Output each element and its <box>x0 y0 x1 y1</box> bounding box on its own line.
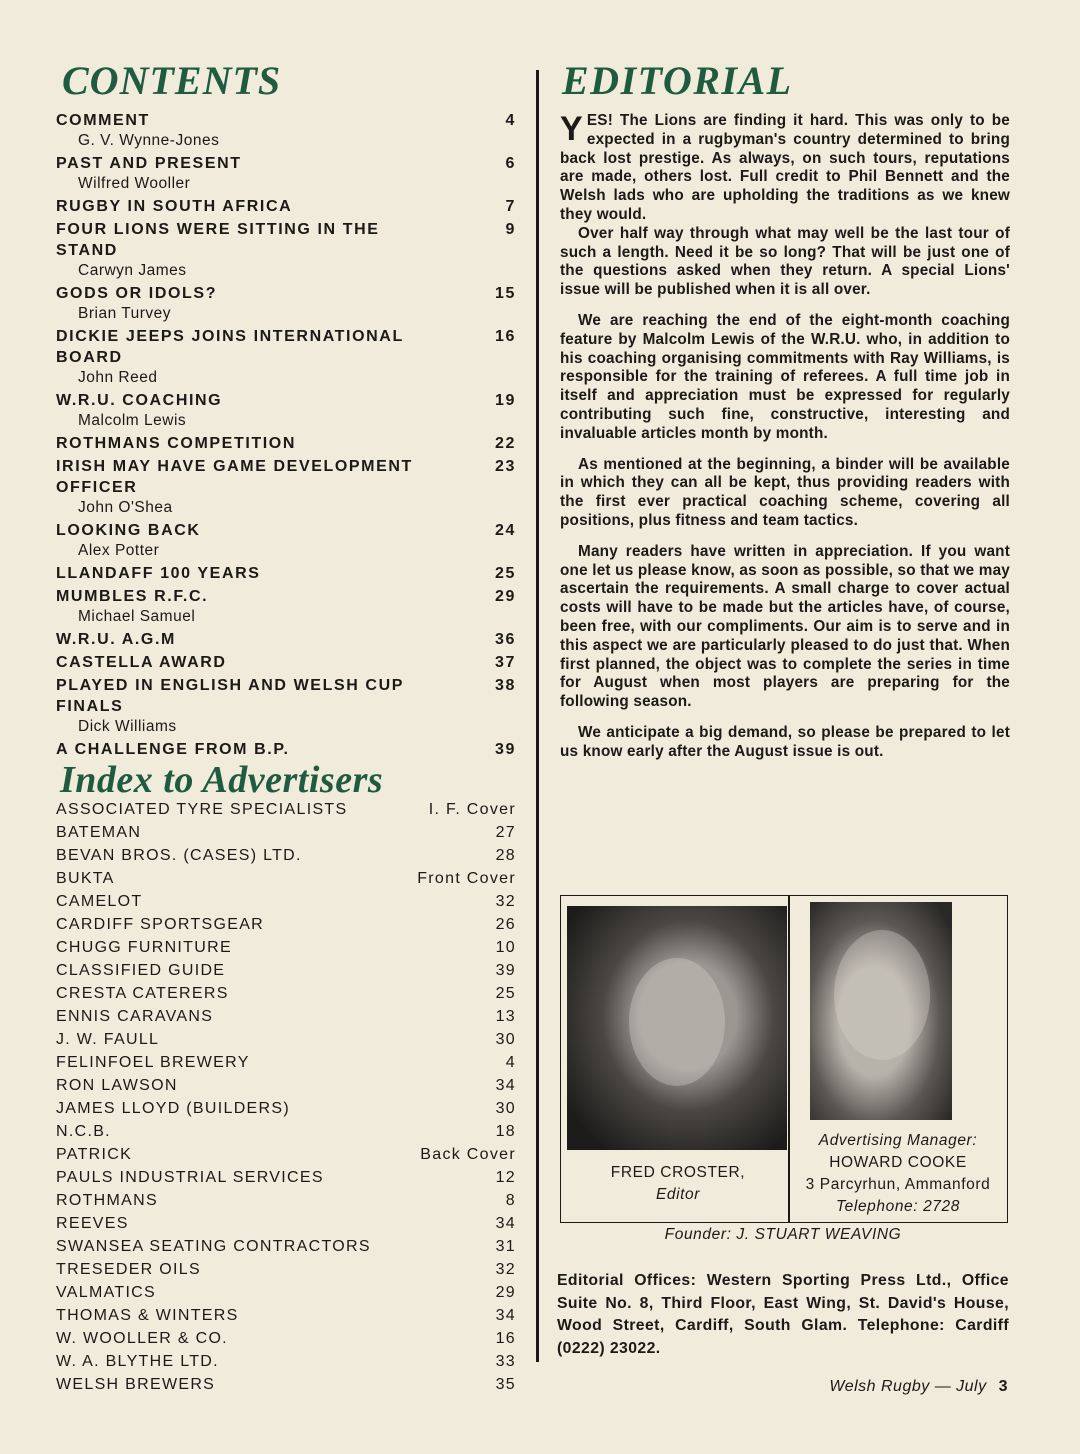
advertising-manager-caption <box>793 1130 1003 1218</box>
contents-item-author: Carwyn James <box>78 262 187 279</box>
advertiser-item <box>56 844 516 867</box>
advertiser-name: ENNIS CARAVANS <box>56 1008 214 1025</box>
advertiser-page: 10 <box>495 939 516 956</box>
advertiser-name: W. WOOLLER & CO. <box>56 1330 228 1347</box>
index-heading: Index to Advertisers <box>60 759 384 801</box>
advertiser-name: WELSH BREWERS <box>56 1376 216 1393</box>
photo-box-divider <box>788 896 790 1222</box>
advertiser-name: SWANSEA SEATING CONTRACTORS <box>56 1238 371 1255</box>
advertiser-name: RON LAWSON <box>56 1077 178 1094</box>
column-divider <box>536 70 539 1362</box>
advertiser-page: 29 <box>495 1284 516 1301</box>
advertiser-item <box>56 1373 516 1396</box>
advertiser-item <box>56 1143 516 1166</box>
advertiser-name: FELINFOEL BREWERY <box>56 1054 250 1071</box>
contents-item-title: MUMBLES R.F.C. <box>56 588 209 605</box>
advertiser-page: 26 <box>495 916 516 933</box>
advertiser-name: TRESEDER OILS <box>56 1261 201 1278</box>
contents-item-page: 38 <box>495 677 516 694</box>
contents-item-page: 4 <box>505 112 516 129</box>
editor-name: FRED CROSTER, <box>610 1164 746 1181</box>
advertiser-page: 13 <box>495 1008 516 1025</box>
magazine-issue: Welsh Rugby — July <box>829 1378 987 1395</box>
advertiser-item <box>56 1166 516 1189</box>
advertiser-item <box>56 1028 516 1051</box>
advertiser-name: N.C.B. <box>56 1123 111 1140</box>
contents-item <box>56 283 516 324</box>
advertiser-name: REEVES <box>56 1215 129 1232</box>
contents-item-author: Wilfred Wooller <box>78 175 191 192</box>
contents-item-author: Alex Potter <box>78 542 160 559</box>
advertiser-page: 27 <box>495 824 516 841</box>
advertiser-page: 8 <box>505 1192 516 1209</box>
contents-heading: CONTENTS <box>62 58 282 103</box>
editorial-paragraph-4: Many readers have written in appreciation. If you want one let us please know, as soon as possible, so that we may ascertain the requirements. A small charge to cover actual costs will have to be made but the articles have, of course, been free, with our compliments. Our aim is to serve and in this aspect we are particularly pleased to do just that. When first planned, the object was to complete the series in time for August when most players are preparing for the following season. <box>560 542 1010 711</box>
editor-role: Editor <box>655 1186 701 1203</box>
contents-item-page: 9 <box>505 221 516 238</box>
contents-item-title: GODS OR IDOLS? <box>56 285 218 302</box>
advertiser-page: 31 <box>495 1238 516 1255</box>
advertiser-item <box>56 1097 516 1120</box>
contents-item-page: 25 <box>495 565 516 582</box>
contents-item-page: 16 <box>495 328 516 345</box>
advertiser-page: 35 <box>495 1376 516 1393</box>
contents-list <box>56 110 516 760</box>
contents-item <box>56 675 516 737</box>
editorial-offices: Editorial Offices: Western Sporting Press Ltd., Office Suite No. 8, Third Floor, East Wing, St. David's House, Wood Street, Cardiff, South Glam. Telephone: Cardiff (0222) 23022. <box>557 1272 1009 1357</box>
ad-manager-address: 3 Parcyrhun, Ammanford <box>805 1176 991 1193</box>
advertiser-name: CAMELOT <box>56 893 143 910</box>
contents-item-author: G. V. Wynne-Jones <box>78 132 220 149</box>
advertiser-page: 32 <box>495 1261 516 1278</box>
contents-item <box>56 433 516 454</box>
contents-item-author: Malcolm Lewis <box>78 412 187 429</box>
advertiser-page: 30 <box>495 1100 516 1117</box>
advertiser-name: VALMATICS <box>56 1284 157 1301</box>
editorial-heading: EDITORIAL <box>562 58 793 103</box>
contents-item-title: PAST AND PRESENT <box>56 155 242 172</box>
contents-item <box>56 219 516 281</box>
contents-item <box>56 153 516 194</box>
contents-item <box>56 456 516 518</box>
contents-item <box>56 196 516 217</box>
contents-item-page: 36 <box>495 631 516 648</box>
advertiser-item <box>56 1005 516 1028</box>
editor-caption <box>571 1162 785 1206</box>
contents-item <box>56 739 516 760</box>
advertiser-item <box>56 982 516 1005</box>
advertiser-page: Front Cover <box>417 870 516 887</box>
contents-item <box>56 110 516 151</box>
advertiser-name: ROTHMANS <box>56 1192 158 1209</box>
ad-manager-role: Advertising Manager: <box>818 1132 978 1149</box>
advertiser-item <box>56 1304 516 1327</box>
advertiser-item <box>56 1212 516 1235</box>
advertiser-page: 34 <box>495 1215 516 1232</box>
advertiser-page: 34 <box>495 1077 516 1094</box>
editorial-paragraph-5: We anticipate a big demand, so please be prepared to let us know early after the August issue is out. <box>560 723 1010 760</box>
advertiser-item <box>56 798 516 821</box>
contents-item-title: W.R.U. A.G.M <box>56 631 176 648</box>
editor-photo <box>567 906 787 1150</box>
advertiser-item <box>56 936 516 959</box>
contents-item-author: Michael Samuel <box>78 608 196 625</box>
contents-item-title: A CHALLENGE FROM B.P. <box>56 741 290 758</box>
advertiser-name: BEVAN BROS. (CASES) LTD. <box>56 847 302 864</box>
contents-item-title: RUGBY IN SOUTH AFRICA <box>56 198 293 215</box>
advertiser-item <box>56 821 516 844</box>
contents-item-title: LLANDAFF 100 YEARS <box>56 565 261 582</box>
advertiser-item <box>56 890 516 913</box>
advertiser-name: BUKTA <box>56 870 115 887</box>
advertiser-page: 32 <box>495 893 516 910</box>
left-column <box>56 58 516 1396</box>
advertiser-name: W. A. BLYTHE LTD. <box>56 1353 219 1370</box>
advertiser-name: BATEMAN <box>56 824 142 841</box>
contents-item <box>56 652 516 673</box>
advertiser-name: JAMES LLOYD (BUILDERS) <box>56 1100 290 1117</box>
advertiser-item <box>56 959 516 982</box>
advertiser-page: 34 <box>495 1307 516 1324</box>
contents-item-title: W.R.U. COACHING <box>56 392 223 409</box>
contents-item-author: Dick Williams <box>78 718 177 735</box>
advertiser-page: 16 <box>495 1330 516 1347</box>
ad-manager-name: HOWARD COOKE <box>829 1154 967 1171</box>
advertiser-page: 33 <box>495 1353 516 1370</box>
contents-item-title: FOUR LIONS WERE SITTING IN THE STAND <box>56 221 380 259</box>
founder-credit: Founder: J. STUART WEAVING <box>664 1226 902 1243</box>
page-number: 3 <box>998 1378 1008 1395</box>
editorial-paragraph-2: We are reaching the end of the eight-month coaching feature by Malcolm Lewis of the W.R.U. who, in addition to his coaching organising commitments with Ray Williams, is responsible for the training of referees. A full time job in itself and appreciation must be expressed for regularly contributing such fine, constructive, interesting and invaluable articles month by month. <box>560 311 1010 442</box>
drop-cap: Y <box>560 110 583 148</box>
advertiser-name: CRESTA CATERERS <box>56 985 229 1002</box>
contents-item-page: 6 <box>505 155 516 172</box>
advertiser-name: J. W. FAULL <box>56 1031 160 1048</box>
contents-item <box>56 520 516 561</box>
contents-item-title: ROTHMANS COMPETITION <box>56 435 296 452</box>
advertiser-list <box>56 798 516 1396</box>
ad-manager-phone: Telephone: 2728 <box>836 1198 960 1215</box>
advertiser-page: Back Cover <box>420 1146 516 1163</box>
contents-item-page: 39 <box>495 741 516 758</box>
contents-item-author: John O'Shea <box>78 499 173 516</box>
advertiser-page: I. F. Cover <box>428 801 516 818</box>
advertiser-item <box>56 1235 516 1258</box>
advertiser-name: PAULS INDUSTRIAL SERVICES <box>56 1169 324 1186</box>
advertiser-item <box>56 1350 516 1373</box>
contents-item-page: 37 <box>495 654 516 671</box>
advertiser-item <box>56 1327 516 1350</box>
contents-item-title: LOOKING BACK <box>56 522 201 539</box>
contents-item-page: 7 <box>505 198 516 215</box>
advertiser-name: CHUGG FURNITURE <box>56 939 232 956</box>
contents-item-author: John Reed <box>78 369 158 386</box>
advertiser-name: THOMAS & WINTERS <box>56 1307 239 1324</box>
advertiser-name: CLASSIFIED GUIDE <box>56 962 226 979</box>
contents-item-page: 19 <box>495 392 516 409</box>
advertiser-item <box>56 1120 516 1143</box>
editorial-paragraph-1b: Over half way through what may well be the last tour of such a length. Need it be so long? That will be just one of the questions asked when they return. A special Lions' issue will be published when it is all over. <box>560 224 1010 299</box>
contents-item-title: PLAYED IN ENGLISH AND WELSH CUP FINALS <box>56 677 404 715</box>
contents-item-page: 15 <box>495 285 516 302</box>
advertiser-item <box>56 1258 516 1281</box>
contents-item-author: Brian Turvey <box>78 305 172 322</box>
advertiser-name: PATRICK <box>56 1146 133 1163</box>
contents-item-page: 29 <box>495 588 516 605</box>
contents-item-page: 22 <box>495 435 516 452</box>
advertiser-item <box>56 867 516 890</box>
contents-item-title: IRISH MAY HAVE GAME DEVELOPMENT OFFICER <box>56 458 413 496</box>
contents-item <box>56 586 516 627</box>
advertiser-page: 4 <box>505 1054 516 1071</box>
right-column <box>560 58 1010 774</box>
advertiser-page: 18 <box>495 1123 516 1140</box>
advertiser-item <box>56 1281 516 1304</box>
advertiser-item <box>56 1051 516 1074</box>
advertiser-item <box>56 1189 516 1212</box>
advertiser-item <box>56 913 516 936</box>
contents-item <box>56 629 516 650</box>
page-footer <box>829 1378 1008 1396</box>
advertiser-name: ASSOCIATED TYRE SPECIALISTS <box>56 801 348 818</box>
advertiser-page: 28 <box>495 847 516 864</box>
staff-photo-box <box>560 895 1008 1223</box>
advertiser-page: 39 <box>495 962 516 979</box>
contents-item <box>56 390 516 431</box>
advertiser-item <box>56 1074 516 1097</box>
contents-item-title: DICKIE JEEPS JOINS INTERNATIONAL BOARD <box>56 328 404 366</box>
contents-item-title: CASTELLA AWARD <box>56 654 227 671</box>
advertiser-page: 12 <box>495 1169 516 1186</box>
editorial-paragraph-1: YES! The Lions are finding it hard. This was only to be expected in a rugbyman's country determined to bring back lost prestige. As always, on such tours, reputations are made, others lost. Full credit to Phil Bennett and the Welsh lads who are upholding the traditions as we knew they would. <box>560 110 1010 223</box>
advertiser-page: 30 <box>495 1031 516 1048</box>
advertiser-page: 25 <box>495 985 516 1002</box>
contents-item-page: 23 <box>495 458 516 475</box>
contents-item <box>56 563 516 584</box>
contents-item <box>56 326 516 388</box>
editorial-paragraph-3: As mentioned at the beginning, a binder will be available in which they can all be kept, thus providing readers with the first ever practical coaching scheme, covering all positions, plus fitness and team tactics. <box>560 455 1010 529</box>
contents-item-page: 24 <box>495 522 516 539</box>
contents-item-title: COMMENT <box>56 112 150 129</box>
advertising-manager-photo <box>810 902 952 1120</box>
advertiser-name: CARDIFF SPORTSGEAR <box>56 916 265 933</box>
